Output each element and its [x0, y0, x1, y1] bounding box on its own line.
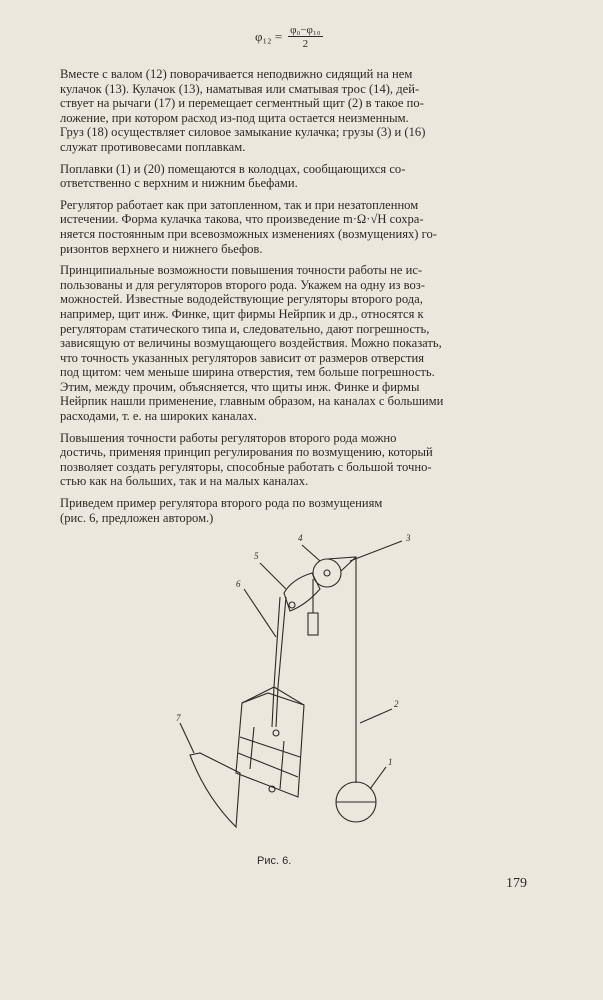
- text-line: Этим, между прочим, объясняется, что щиты инж. Финке и фирмы: [60, 379, 420, 394]
- text-line: например, щит инж. Финке, щит фирмы Нейрпик и др., относятся к: [60, 306, 424, 321]
- segment-gate: [190, 753, 240, 827]
- figure-caption: Рис. 6.: [257, 855, 292, 867]
- text-line: Вместе с валом (12) поворачивается неподвижно сидящий на нем: [60, 67, 413, 81]
- formula-denominator: 2: [302, 38, 309, 50]
- paragraph: [60, 263, 592, 424]
- text-line: позволяет создать регуляторы, способные работать с большой точно-: [60, 459, 432, 474]
- gate-frame: [236, 687, 304, 797]
- figure-6: [176, 527, 440, 857]
- counterweight: [308, 613, 318, 635]
- text-line: под щитом: чем меньше ширина отверстия, тем больше погрешность.: [60, 365, 435, 380]
- text-line: регуляторам статического типа и, следовательно, дают погрешность,: [60, 321, 430, 336]
- text-line: что точность указанных регуляторов зависит от размеров отверстия: [60, 350, 425, 365]
- formula: [255, 24, 323, 50]
- regulator-diagram: [176, 527, 440, 857]
- cable: [327, 557, 356, 775]
- text-line: Регулятор работает как при затопленном, так и при незатопленном: [60, 197, 419, 212]
- label-7: 7: [176, 713, 181, 723]
- label-4: 4: [298, 533, 303, 543]
- text-line: Принципиальные возможности повышения точности работы не ис-: [60, 263, 423, 278]
- label-6: 6: [236, 579, 241, 589]
- paragraph: [60, 67, 592, 155]
- paragraph: [60, 198, 592, 256]
- text-line: Поплавки (1) и (20) помещаются в колодцах, сообщающихся со-: [60, 161, 406, 176]
- formula-lhs: φ₁₂ =: [255, 29, 283, 44]
- text-line: Приведем пример регулятора второго рода по возмущениям: [60, 496, 383, 511]
- text-line: ризонтов верхнего и нижнего бьефов.: [60, 241, 263, 256]
- formula-numerator: φ₀−φ₁₀: [290, 24, 321, 36]
- paragraph: [60, 431, 592, 489]
- text-line: Груз (18) осуществляет силовое замыкание кулачка; грузы (3) и (16): [60, 125, 426, 140]
- text-line: истечении. Форма кулачка такова, что произведение m·Ω·√H сохра-: [60, 212, 424, 227]
- text-line: пользованы и для регуляторов второго рода. Укажем на одну из воз-: [60, 277, 425, 292]
- label-1: 1: [388, 757, 393, 767]
- body-text: [60, 67, 592, 525]
- paragraph-gap: [60, 424, 592, 431]
- paragraph: [60, 496, 592, 525]
- text-line: няется постоянным при всевозможных изменениях (возмущениях) го-: [60, 226, 437, 241]
- rod: [272, 597, 280, 727]
- text-line: кулачок (13). Кулачок (13), наматывая или сматывая трос (14), дей-: [60, 81, 420, 96]
- text-line: стью как на больших, так и на малых каналах.: [60, 474, 309, 489]
- paragraph-gap: [60, 256, 592, 263]
- page-number: 179: [506, 876, 527, 891]
- label-3: 3: [406, 533, 411, 543]
- text-line: можностей. Известные вододействующие регуляторы второго рода,: [60, 292, 423, 307]
- label-5: 5: [254, 551, 259, 561]
- text-line: ствует на рычаги (17) и перемещает сегментный щит (2) в такое по-: [60, 96, 424, 111]
- paragraph: [60, 162, 592, 191]
- text-line: достичь, применяя принцип регулирования по возмущению, который: [60, 445, 433, 460]
- paragraph-gap: [60, 155, 592, 162]
- text-line: ложение, при котором расход из-под щита остается неизменным.: [60, 110, 409, 125]
- text-line: Нейрпик нашли применение, главным образом, на каналах с большими: [60, 394, 444, 409]
- formula-fraction: [288, 24, 322, 50]
- text-line: (рис. 6, предложен автором.): [60, 510, 214, 525]
- text-line: служат противовесами поплавкам.: [60, 139, 246, 154]
- text-line: расходами, т. е. на широких каналах.: [60, 409, 257, 424]
- text-line: ответственно с верхним и нижним бьефами.: [60, 176, 298, 191]
- text-line: зависящую от величины возмущающего воздействия. Можно показать,: [60, 336, 442, 351]
- paragraph-gap: [60, 191, 592, 198]
- paragraph-gap: [60, 489, 592, 496]
- text-line: Повышения точности работы регуляторов второго рода можно: [60, 430, 397, 445]
- label-2: 2: [394, 699, 399, 709]
